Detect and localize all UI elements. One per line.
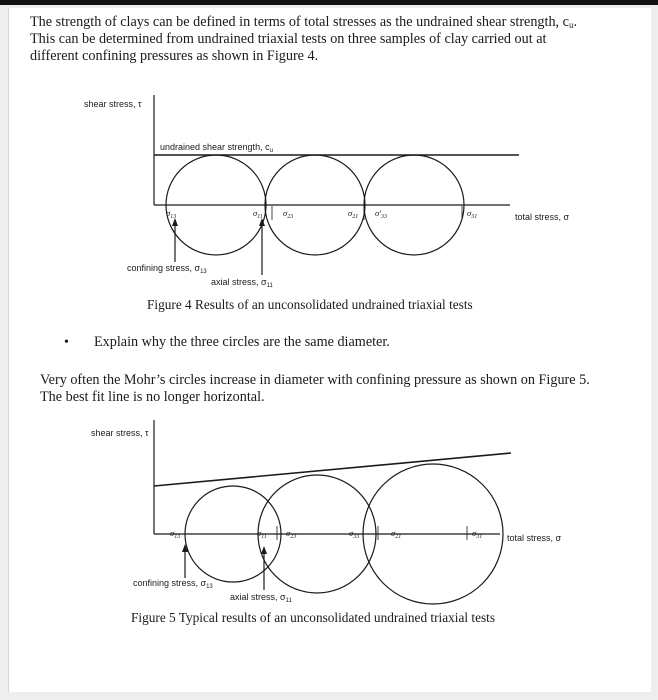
fig4-tick-31: $\sigma_{31}$ [467,208,478,220]
fig5-tick-23: $\sigma_{23}$ [286,528,297,540]
fig4-axial-label: axial stress, $\sigma_{11}$ [211,277,273,289]
fig4-x-axis-label: total stress, σ [515,212,570,222]
fig5-axial-label: axial stress, $\sigma_{11}$ [230,592,292,604]
fig4-tick-21: $\sigma_{21}$ [348,208,359,220]
figure-4-caption: Figure 4 Results of an unconsolidated undrained triaxial tests [147,297,473,312]
fig5-x-axis-label: total stress, σ [507,533,562,543]
para2-line-2: The best fit line is no longer horizontal. [40,389,265,405]
bullet-marker: • [64,335,69,350]
fig4-tick-13: $\sigma_{13}$ [166,208,177,220]
fig5-tick-31: $\sigma_{31}$ [472,528,483,540]
fig5-y-axis-label: shear stress, τ [91,428,149,438]
fig5-tick-21: $\sigma_{21}$ [391,528,402,540]
fig4-tick-23: $\sigma_{23}$ [283,208,294,220]
figure-5-caption: Figure 5 Typical results of an unconsolidated undrained triaxial tests [131,610,496,625]
fig5-axial-arrowhead [261,546,267,554]
fig4-confining-label: confining stress, $\sigma_{13}$ [127,263,207,275]
fig5-confining-label: confining stress, $\sigma_{13}$ [133,578,213,590]
intro-line-1: The strength of clays can be defined in terms of total stresses as the undrained shear strength, cu. [30,14,577,30]
intro-line-2: This can be determined from undrained triaxial tests on three samples of clay carried out at [30,31,547,47]
intro-line-3: different confining pressures as shown in Figure 4. [30,48,319,64]
fig4-tick-33: $\sigma'_{33}$ [375,208,388,220]
fig5-tick-13: $\sigma_{13}$ [170,528,181,540]
fig5-tick-11: $\sigma_{11}$ [257,528,267,540]
fig5-tick-33: $\sigma_{33}$ [349,528,360,540]
fig4-tick-11: $\sigma_{11}$ [253,208,263,220]
fig4-strength-label: undrained shear strength, $c_u$ [160,142,273,154]
para2-line-1: Very often the Mohr’s circles increase in diameter with confining pressure as shown on Figure 5. [40,372,590,388]
fig5-best-fit-line [154,453,511,486]
bullet-question: Explain why the three circles are the same diameter. [94,334,390,350]
fig4-y-axis-label: shear stress, τ [84,99,142,109]
